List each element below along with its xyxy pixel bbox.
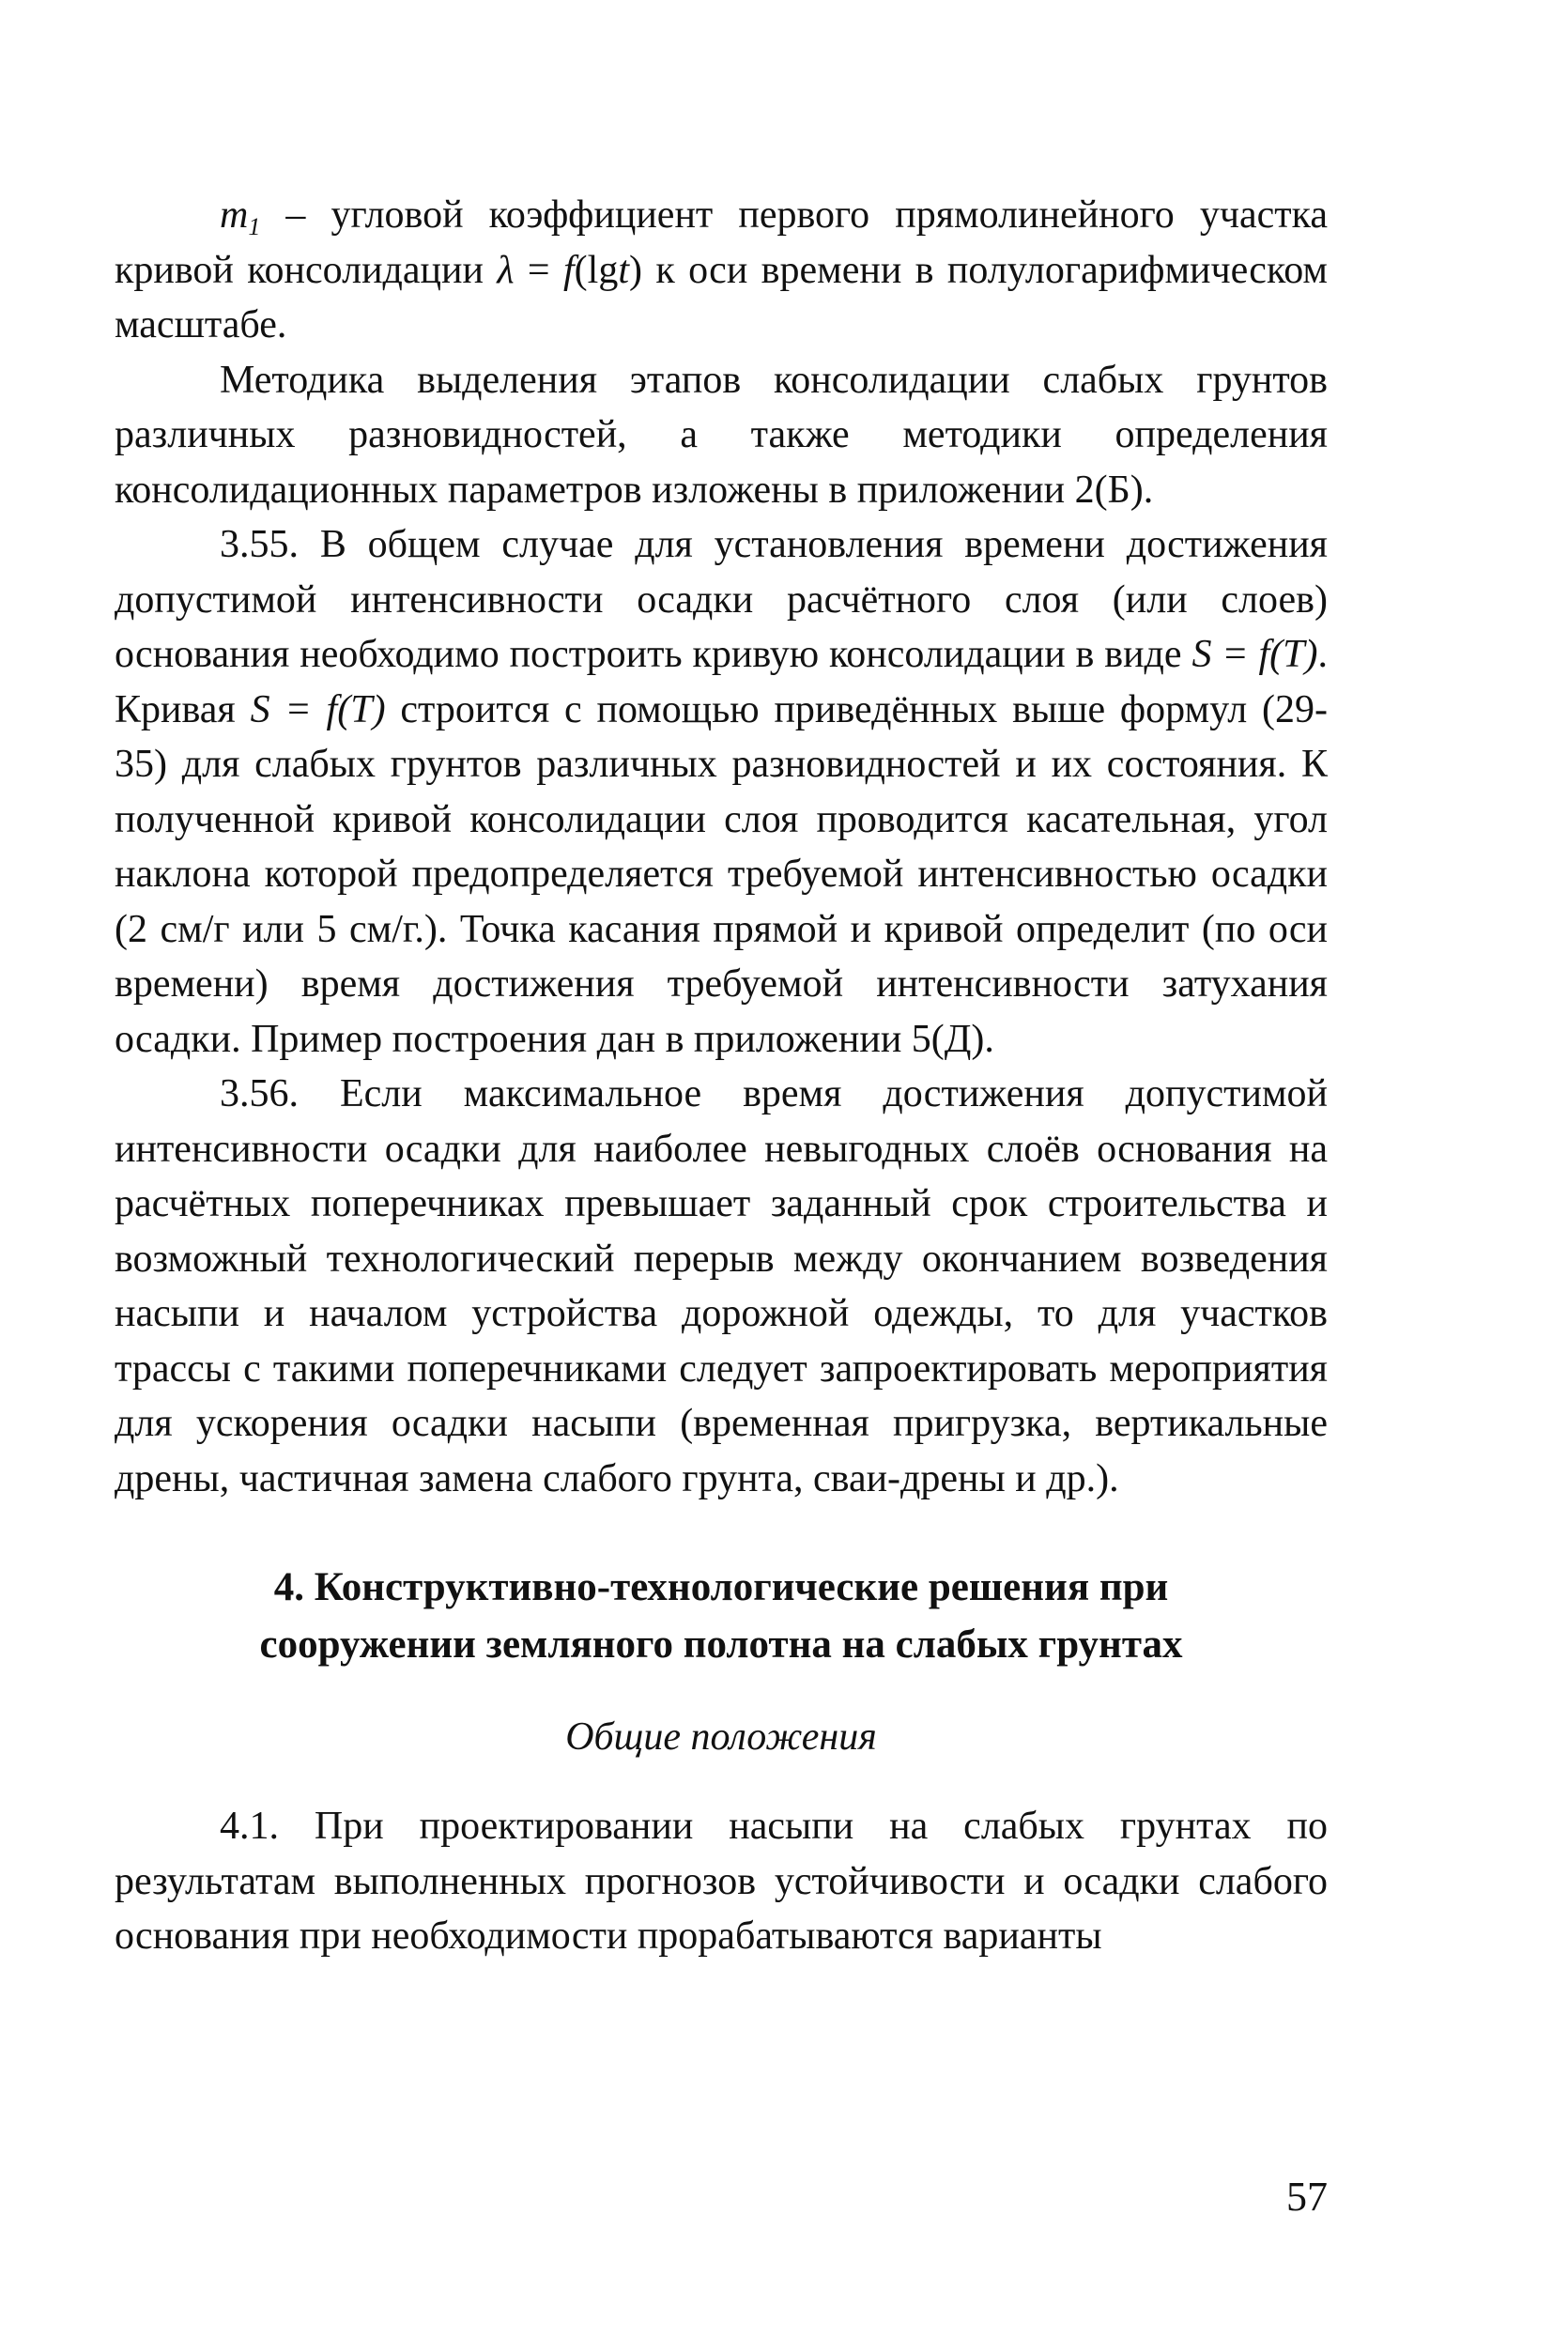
section-heading-line1: 4. Конструктивно-технологические решения при [273, 1565, 1169, 1609]
formula-variable-t: t [618, 248, 629, 292]
page-body [115, 188, 1328, 1964]
formula-s-of-t: S = f(T) [1191, 633, 1318, 676]
symbol-m: m [220, 193, 249, 237]
paragraph-text: 3.55. В общем случае для установления времени достижения допустимой интенсивности осадки расчётного слоя (или слоев) основания необходимо построить кривую консолидации в виде [115, 523, 1328, 676]
symbol-m1 [220, 193, 261, 240]
formula-equals: = [514, 248, 563, 292]
paragraph-3-56: 3.56. Если максимальное время достижения допустимой интенсивности осадки для наиболее невыгодных слоёв основания на расчётных поперечниках превышает заданный срок строительства и возможный технологический перерыв между окончанием возведения насыпи и началом устройства дорожной одежды, то для участков трассы с такими поперечниками следует запроектировать мероприятия для ускорения осадки насыпи (временная пригрузка, вертикальные дрены, частичная замена слабого грунта, сваи-дрены и др.). [115, 1072, 1328, 1500]
section-heading [115, 1506, 1328, 1673]
paragraph-text: . Кривая [115, 633, 1329, 731]
paragraph-4-1: 4.1. При проектировании насыпи на слабых грунтах по результатам выполненных прогнозов устойчивости и осадки слабого основания при необходимости прорабатываются варианты [115, 1805, 1328, 1958]
paragraph-text: – угловой коэффициент первого прямолинейного участка кривой консолидации [115, 193, 1328, 292]
paragraph-text: к оси времени в полулогарифмическом масштабе. [115, 248, 1328, 346]
formula-function: f [563, 248, 575, 292]
page-number: 57 [1286, 2174, 1328, 2220]
section-heading-line2: сооружении земляного полотна на слабых грунтах [259, 1622, 1183, 1667]
formula-s-of-t: S = f(T) [250, 687, 386, 731]
paragraph-methodology: Методика выделения этапов консолидации слабых грунтов различных разновидностей, а также методики определения консолидационных параметров изложены в приложении 2(Б). [115, 358, 1328, 512]
formula-log: (lg [574, 248, 619, 292]
subsection-heading: Общие положения [565, 1715, 877, 1759]
formula-lambda [497, 249, 642, 292]
paragraph-m1-definition [115, 188, 1328, 353]
symbol-subscript: 1 [248, 213, 261, 240]
paragraph-text: строится с помощью приведённых выше формул (29-35) для слабых грунтов различных разновидностей и их состояния. К полученной кривой консолидации слоя проводится касательная, угол наклона которой предопределяется требуемой интенсивностью осадки (2 см/г или 5 см/г.). Точка касания прямой и кривой определит (по оси времени) время достижения требуемой интенсивности затухания осадки. Пример построения дан в приложении 5(Д). [115, 687, 1329, 1061]
paragraph-3-55 [115, 517, 1328, 1067]
formula-lambda-symbol: λ [497, 248, 515, 292]
formula-close-paren: ) [629, 248, 642, 292]
